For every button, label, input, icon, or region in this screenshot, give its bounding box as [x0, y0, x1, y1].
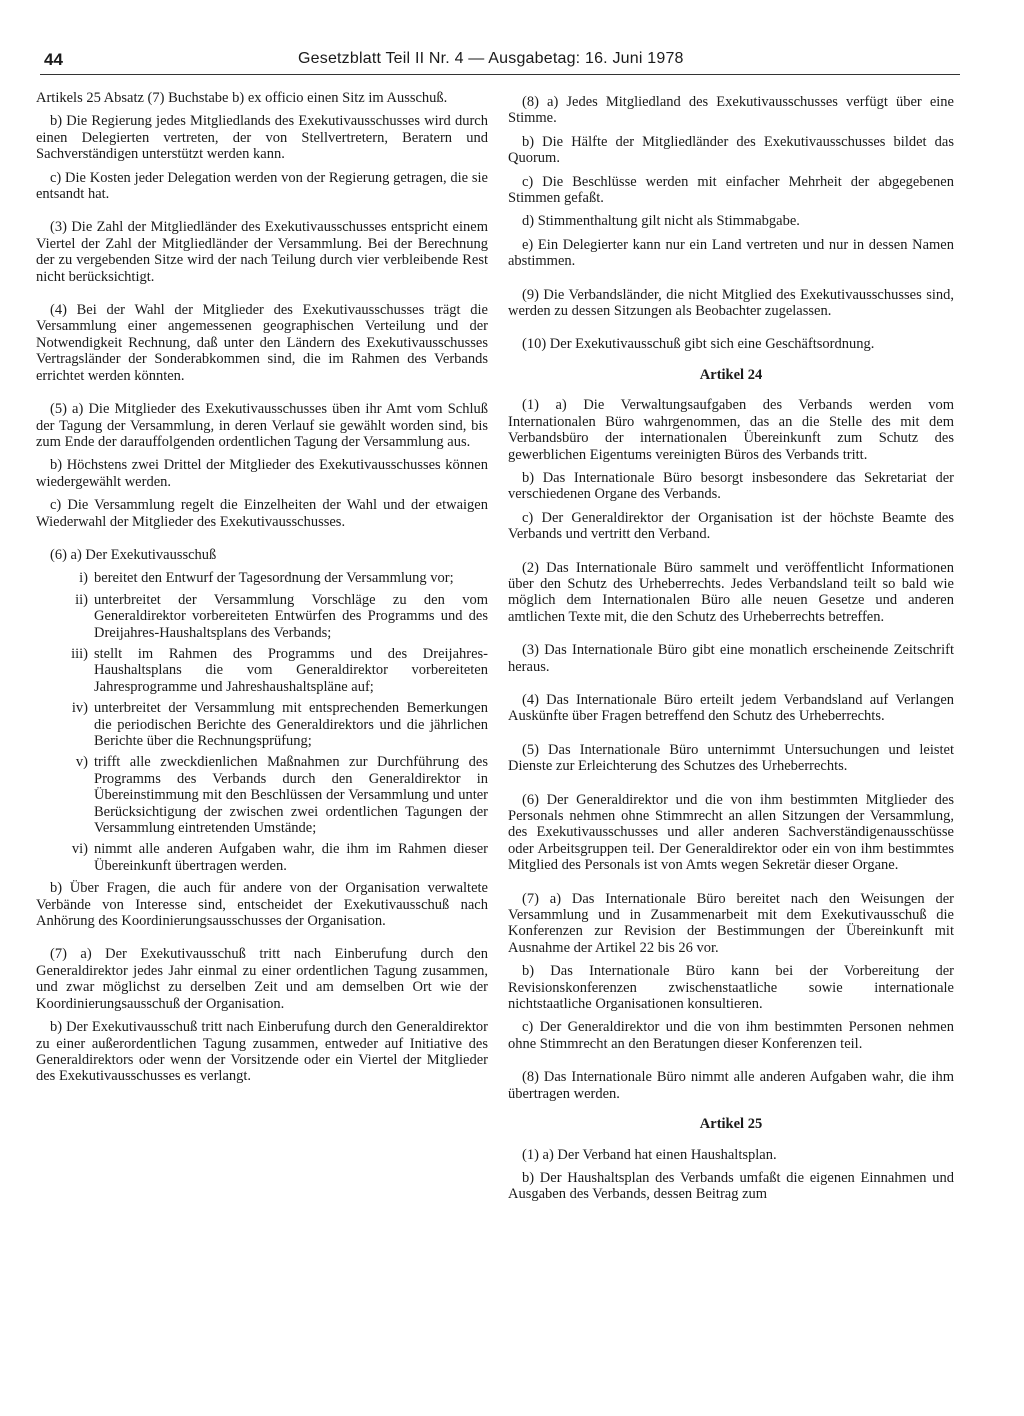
- list-text: nimmt alle anderen Aufgaben wahr, die ihm im Rahmen dieser Übereinkunft übertragen werden.: [94, 841, 488, 874]
- list-marker: v): [75, 754, 88, 771]
- list-text: stellt im Rahmen des Programms und des Dreijahres-Haushaltsplans die vom Generaldirektor vorbereiteten Jahresprogramme und Jahreshaushaltspläne auf;: [94, 645, 488, 695]
- paragraph: b) Höchstens zwei Drittel der Mitglieder des Exekutivausschusses können wiedergewählt werden.: [36, 457, 488, 490]
- list-marker: iii): [71, 645, 88, 662]
- list-marker: iv): [71, 700, 88, 717]
- paragraph: (4) Das Internationale Büro erteilt jedem Verbandsland auf Verlangen Auskünfte über Fragen betreffend den Schutz des Urheberrechts.: [508, 691, 954, 725]
- paragraph: (9) Die Verbandsländer, die nicht Mitglied des Exekutivausschusses sind, werden zu dessen Sitzungen als Beobachter zugelassen.: [508, 286, 954, 320]
- paragraph: c) Der Generaldirektor und die von ihm bestimmten Personen nehmen ohne Stimmrecht an den Beratungen dieser Konferenzen teil.: [508, 1019, 954, 1052]
- list-text: trifft alle zweckdienlichen Maßnahmen zur Durchführung des Programms des Verbands durch den Generaldirektor in Übereinstimmung mit den Beschlüssen der Versammlung und unter Berücksichtigung der zwischen zwei ordentlichen Tagungen der Versammlung eintretenden Umstände;: [94, 754, 488, 837]
- article-24-heading: Artikel 24: [699, 366, 763, 383]
- list-marker: vi): [71, 841, 88, 858]
- paragraph: (5) a) Die Mitglieder des Exekutivausschusses üben ihr Amt vom Schluß der Tagung der Versammlung, in deren Verlauf sie gewählt worden sind, bis zum Ende der darauffolgenden ordentlichen Tagung der Versammlung aus.: [36, 401, 488, 450]
- enumerated-list: [36, 570, 488, 874]
- page-number: 44: [44, 50, 63, 69]
- paragraph: (2) Das Internationale Büro sammelt und veröffentlicht Informationen über den Schutz des Urheberrechts. Jedes Verbandsland teilt so bald wie möglich dem Internationalen Büro alle neuen Gesetze und anderen amtlichen Texte mit, die den Schutz des Urheberrechts betreffen.: [508, 559, 954, 625]
- list-item: [36, 646, 488, 695]
- paragraph: (5) Das Internationale Büro unternimmt Untersuchungen und leistet Dienste zur Erleichterung des Schutzes des Urheberrechts.: [508, 741, 954, 775]
- paragraph: b) Das Internationale Büro besorgt insbesondere das Sekretariat der verschiedenen Organe des Verbands.: [508, 469, 954, 503]
- right-column: [508, 94, 954, 1210]
- paragraph: (7) a) Der Exekutivausschuß tritt nach Einberufung durch den Generaldirektor jedes Jahr einmal zu einer ordentlichen Tagung zusammen, und zwar möglichst zu derselben Zeit und am demselben Ort wie der Koordinierungsausschuß der Organisation.: [36, 946, 488, 1012]
- paragraph: b) Die Regierung jedes Mitgliedlands des Exekutivausschusses wird durch einen Delegierten vertreten, der von Stellvertretern, Beratern und Sachverständigen unterstützt werden kann.: [36, 113, 488, 163]
- paragraph: (6) Der Generaldirektor und die von ihm bestimmten Mitglieder des Personals nehmen ohne Stimmrecht an allen Sitzungen der Versammlung, des Exekutivausschusses und aller anderen Sachverständigenausschüsse oder Arbeitsgruppen teil. Der Generaldirektor oder ein von ihm bestimmtes Mitglied des Personals ist von Amts wegen Sekretär dieser Organe.: [508, 791, 954, 874]
- paragraph: e) Ein Delegierter kann nur ein Land vertreten und nur in dessen Namen abstimmen.: [508, 236, 954, 270]
- paragraph: b) Der Haushaltsplan des Verbands umfaßt die eigenen Einnahmen und Ausgaben des Verbands, dessen Beitrag zum: [508, 1169, 954, 1203]
- paragraph: (8) a) Jedes Mitgliedland des Exekutivausschusses verfügt über eine Stimme.: [508, 94, 954, 127]
- paragraph: (10) Der Exekutivausschuß gibt sich eine Geschäftsordnung.: [522, 336, 875, 353]
- paragraph: b) Das Internationale Büro kann bei der Vorbereitung der Revisionskonferenzen zwischenstaatliche sowie internationale nichtstaatliche Organisationen konsultieren.: [508, 963, 954, 1013]
- paragraph: d) Stimmenthaltung gilt nicht als Stimmabgabe.: [522, 213, 800, 230]
- paragraph: (1) a) Der Verband hat einen Haushaltsplan.: [522, 1146, 777, 1163]
- paragraph: c) Die Kosten jeder Delegation werden von der Regierung getragen, die sie entsandt hat.: [36, 169, 488, 203]
- paragraph: (6) a) Der Exekutivausschuß: [50, 546, 217, 563]
- paragraph: c) Der Generaldirektor der Organisation ist der höchste Beamte des Verbands und vertritt den Verband.: [508, 509, 954, 543]
- list-marker: i): [79, 570, 88, 587]
- paragraph: c) Die Beschlüsse werden mit einfacher Mehrheit der abgegebenen Stimmen gefaßt.: [508, 173, 954, 207]
- article-25-heading: Artikel 25: [699, 1116, 763, 1133]
- paragraph: b) Über Fragen, die auch für andere von der Organisation verwaltete Verbände von Interesse sind, entscheidet der Exekutivausschuß nach Anhörung des Koordinierungsausschusses der Organisation.: [36, 880, 488, 930]
- paragraph: c) Die Versammlung regelt die Einzelheiten der Wahl und der etwaigen Wiederwahl der Mitglieder des Exekutivausschusses.: [36, 497, 488, 530]
- paragraph: (3) Das Internationale Büro gibt eine monatlich erscheinende Zeitschrift heraus.: [508, 642, 954, 675]
- paragraph: (1) a) Die Verwaltungsaufgaben des Verbands werden vom Internationalen Büro wahrgenommen, das an die Stelle des mit dem Verbandsbüro der internationalen Übereinkunft zum Schutz des gewerblichen Eigentums vereinigten Büros des Verbands tritt.: [508, 397, 954, 463]
- list-item: [36, 570, 488, 586]
- list-text: unterbreitet der Versammlung mit entsprechenden Bemerkungen die periodischen Berichte des Generaldirektors und die jährlichen Berichte über die Rechnungsprüfung;: [94, 700, 488, 749]
- paragraph: b) Die Hälfte der Mitgliedländer des Exekutivausschusses bildet das Quorum.: [508, 133, 954, 167]
- page-header: [40, 48, 960, 75]
- list-item: [36, 592, 488, 641]
- paragraph: b) Der Exekutivausschuß tritt nach Einberufung durch den Generaldirektor zu einer außerordentlichen Tagung zusammen, entweder auf Initiative des Generaldirektors oder wenn der Vorsitzende oder ein Viertel der Mitglieder des Exekutivausschusses es verlangt.: [36, 1019, 488, 1085]
- running-head: Gesetzblatt Teil II Nr. 4 — Ausgabetag: 16. Juni 1978: [298, 50, 684, 67]
- paragraph: (4) Bei der Wahl der Mitglieder des Exekutivausschusses trägt die Versammlung einer angemessenen geographischen Verteilung und der Notwendigkeit Rechnung, daß unter den Ländern des Exekutivausschusses Vertragsländer der Sonderabkommen sind, die im Rahmen des Verbands errichtet werden könnten.: [36, 302, 488, 384]
- left-column: [36, 90, 488, 1092]
- list-marker: ii): [75, 591, 88, 608]
- paragraph: (8) Das Internationale Büro nimmt alle anderen Aufgaben wahr, die ihm übertragen werden.: [508, 1069, 954, 1102]
- paragraph: Artikels 25 Absatz (7) Buchstabe b) ex officio einen Sitz im Ausschuß.: [36, 90, 448, 106]
- paragraph: (7) a) Das Internationale Büro bereitet nach den Weisungen der Versammlung und in Zusammenarbeit mit dem Exekutivausschuß die Konferenzen zur Revision der Bestimmungen der Übereinkunft mit Ausnahme der Artikel 22 bis 26 vor.: [508, 890, 954, 956]
- list-text: bereitet den Entwurf der Tagesordnung der Versammlung vor;: [94, 570, 454, 587]
- list-item: [36, 754, 488, 836]
- list-item: [36, 841, 488, 874]
- list-text: unterbreitet der Versammlung Vorschläge zu den vom Generaldirektor vorbereiteten Entwürfen des Programms und des Dreijahres-Haushaltsplans des Verbands;: [94, 591, 488, 641]
- paragraph: (3) Die Zahl der Mitgliedländer des Exekutivausschusses entspricht einem Viertel der Zahl der Mitgliedländer der Versammlung. Bei der Berechnung der zu vergebenden Sitze wird der nach Teilung durch vier verbleibende Rest nicht berücksichtigt.: [36, 219, 488, 285]
- list-item: [36, 700, 488, 749]
